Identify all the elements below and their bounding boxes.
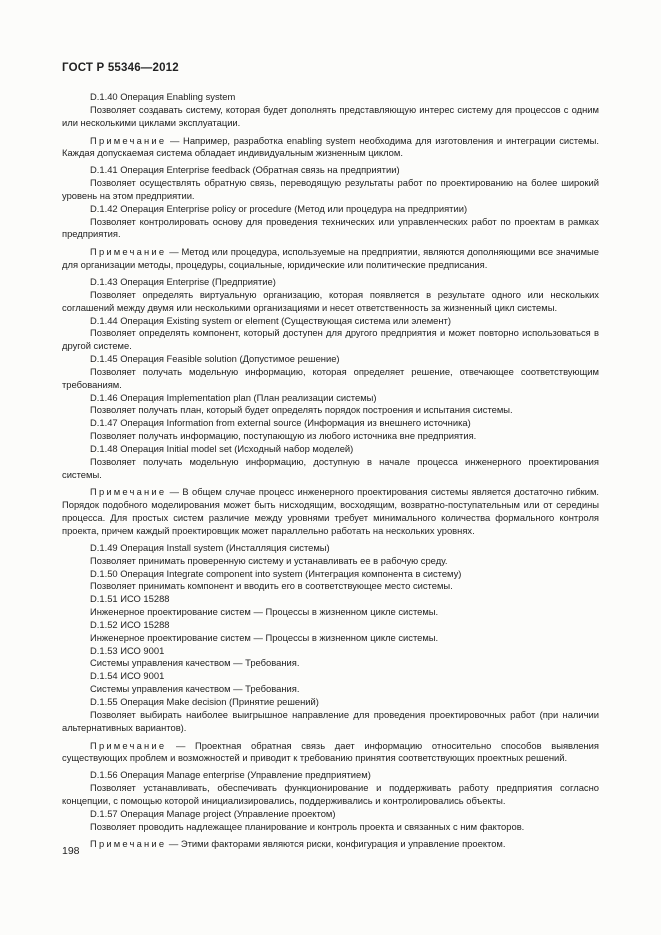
body-paragraph: D.1.57 Операция Manage project (Управление проектом): [90, 807, 336, 819]
body-paragraph: Позволяет устанавливать, обеспечивать функционирование и поддерживать работу предприятия согласно концепции, с помощью которой инициализировались, поддерживались и контролировались объекты.: [62, 782, 599, 806]
note-dash: —: [168, 838, 179, 850]
body-paragraph: D.1.55 Операция Make decision (Принятие решений): [90, 695, 319, 707]
note-dash: —: [169, 486, 180, 498]
body-paragraph: Инженерное проектирование систем — Процессы в жизненном цикле системы.: [90, 606, 439, 618]
body-paragraph: D.1.46 Операция Implementation plan (План реализации системы): [90, 391, 377, 403]
body-paragraph: Позволяет осуществлять обратную связь, переводящую результаты работ по проектированию на более широкий уровень на этом предприятии.: [62, 177, 599, 201]
body-paragraph: Позволяет принимать компонент и вводить его в соответствующее место системы.: [90, 580, 453, 592]
note-label: Примечание: [90, 838, 167, 850]
body-paragraph: Позволяет получать информацию, поступающую из любого источника вне предприятия.: [90, 430, 477, 442]
note-text: Например, разработка enabling system необходима для изготовления и интеграции системы. Каждая допускаемая система обладает индивидуальным жизненным циклом.: [62, 134, 599, 159]
body-paragraph: Позволяет определять виртуальную организацию, которая появляется в результате одного или нескольких соглашений между двумя или несколькими организациями и несет ответственность за жизненный цикл системы.: [62, 288, 599, 313]
body-paragraph: Позволяет получать план, который будет определять порядок построения и испытания системы.: [90, 404, 513, 416]
note-dash: —: [175, 739, 186, 751]
body-paragraph: Позволяет определять компонент, который доступен для другого предприятия и может повторно использоваться в другой системе.: [62, 327, 599, 352]
body-paragraph: D.1.42 Операция Enterprise policy or procedure (Метод или процедура на предприятии): [90, 202, 468, 214]
body-paragraph: Системы управления качеством — Требования.: [90, 683, 300, 695]
body-paragraph: Позволяет выбирать наиболее выигрышное направление для проведения проектировочных работ (при наличии альтернативных вариантов).: [62, 708, 599, 733]
body-paragraph: D.1.53 ИСО 9001: [90, 644, 165, 656]
note-paragraph: [62, 246, 599, 272]
note-text: Этими факторами являются риски, конфигурация и управление проектом.: [180, 838, 506, 850]
note-label: Примечание: [90, 486, 167, 498]
note-paragraph: [62, 740, 599, 766]
body-paragraph: Инженерное проектирование систем — Процессы в жизненном цикле системы.: [90, 631, 439, 643]
note-dash: —: [169, 246, 179, 258]
body-paragraph: D.1.41 Операция Enterprise feedback (Обратная связь на предприятии): [90, 164, 400, 176]
note-label: Примечание: [90, 134, 167, 146]
body-paragraph: Позволяет получать модельную информацию, доступную в начале процесса инженерного проектирования системы.: [62, 455, 599, 480]
body-paragraph: D.1.45 Операция Feasible solution (Допустимое решение): [90, 353, 340, 365]
note-paragraph: [62, 838, 599, 851]
body-paragraph: D.1.48 Операция Initial model set (Исходный набор моделей): [90, 442, 354, 454]
body-paragraph: D.1.54 ИСО 9001: [90, 670, 165, 682]
body-paragraph: Позволяет принимать проверенную систему и устанавливать ее в рабочую среду.: [90, 554, 448, 566]
page-number: 198: [62, 845, 80, 857]
body-paragraph: Позволяет контролировать основу для проведения технических или управленческих работ по проектам в рамках предприятия.: [62, 215, 599, 240]
body-paragraph: Позволяет получать модельную информацию, которая определяет решение, отвечающее соответствующим требованиям.: [62, 365, 599, 390]
body-paragraph: Позволяет проводить надлежащее планирование и контроль проекта и связанных с ним факторов.: [90, 820, 525, 832]
body-paragraph: D.1.51 ИСО 15288: [90, 593, 170, 605]
note-label: Примечание: [90, 246, 167, 258]
note-paragraph: [62, 135, 599, 161]
note-dash: —: [169, 134, 180, 146]
note-text: Метод или процедура, используемые на предприятии, являются дополняющими все значимые для организации методы, процедуры, социальные, юридические или политические предписания.: [62, 246, 600, 271]
body-paragraph: D.1.47 Операция Information from external source (Информация из внешнего источника): [90, 417, 471, 429]
body-paragraph: D.1.52 ИСО 15288: [90, 618, 170, 630]
note-text: В общем случае процесс инженерного проектирования системы является достаточно гибким. Порядок подобного моделирования может быть нисходящим, восходящим, возвратно-поступательным или от середины процесса. Для простых систем различие между уровнями требует минимального количества формального контроля проекта, причем каждый проектировщик может параллельно работать на нескольких уровнях.: [62, 486, 599, 536]
body-paragraph: Системы управления качеством — Требования.: [90, 657, 300, 669]
note-paragraph: [62, 486, 599, 537]
document-header: ГОСТ Р 55346—2012: [62, 62, 179, 74]
body-paragraph: D.1.43 Операция Enterprise (Предприятие): [90, 275, 276, 287]
note-label: Примечание: [90, 739, 167, 751]
body-paragraph: D.1.49 Операция Install system (Инсталляция системы): [90, 541, 330, 553]
body-paragraph: D.1.50 Операция Integrate component into system (Интеграция компонента в систему): [90, 567, 462, 579]
document-body: [62, 91, 599, 855]
body-paragraph: Позволяет создавать систему, которая будет дополнять представляющую интерес систему для процессов с одним или несколькими циклами эксплуатации.: [62, 103, 599, 128]
note-text: Проектная обратная связь дает информацию относительно способов выявления существующих проблем и возможностей и приводит к требованию принятия соответствующих проектных решений.: [62, 739, 599, 764]
body-paragraph: D.1.44 Операция Existing system or element (Существующая система или элемент): [90, 314, 451, 326]
body-paragraph: D.1.40 Операция Enabling system: [90, 91, 236, 102]
body-paragraph: D.1.56 Операция Manage enterprise (Управление предприятием): [90, 769, 371, 781]
